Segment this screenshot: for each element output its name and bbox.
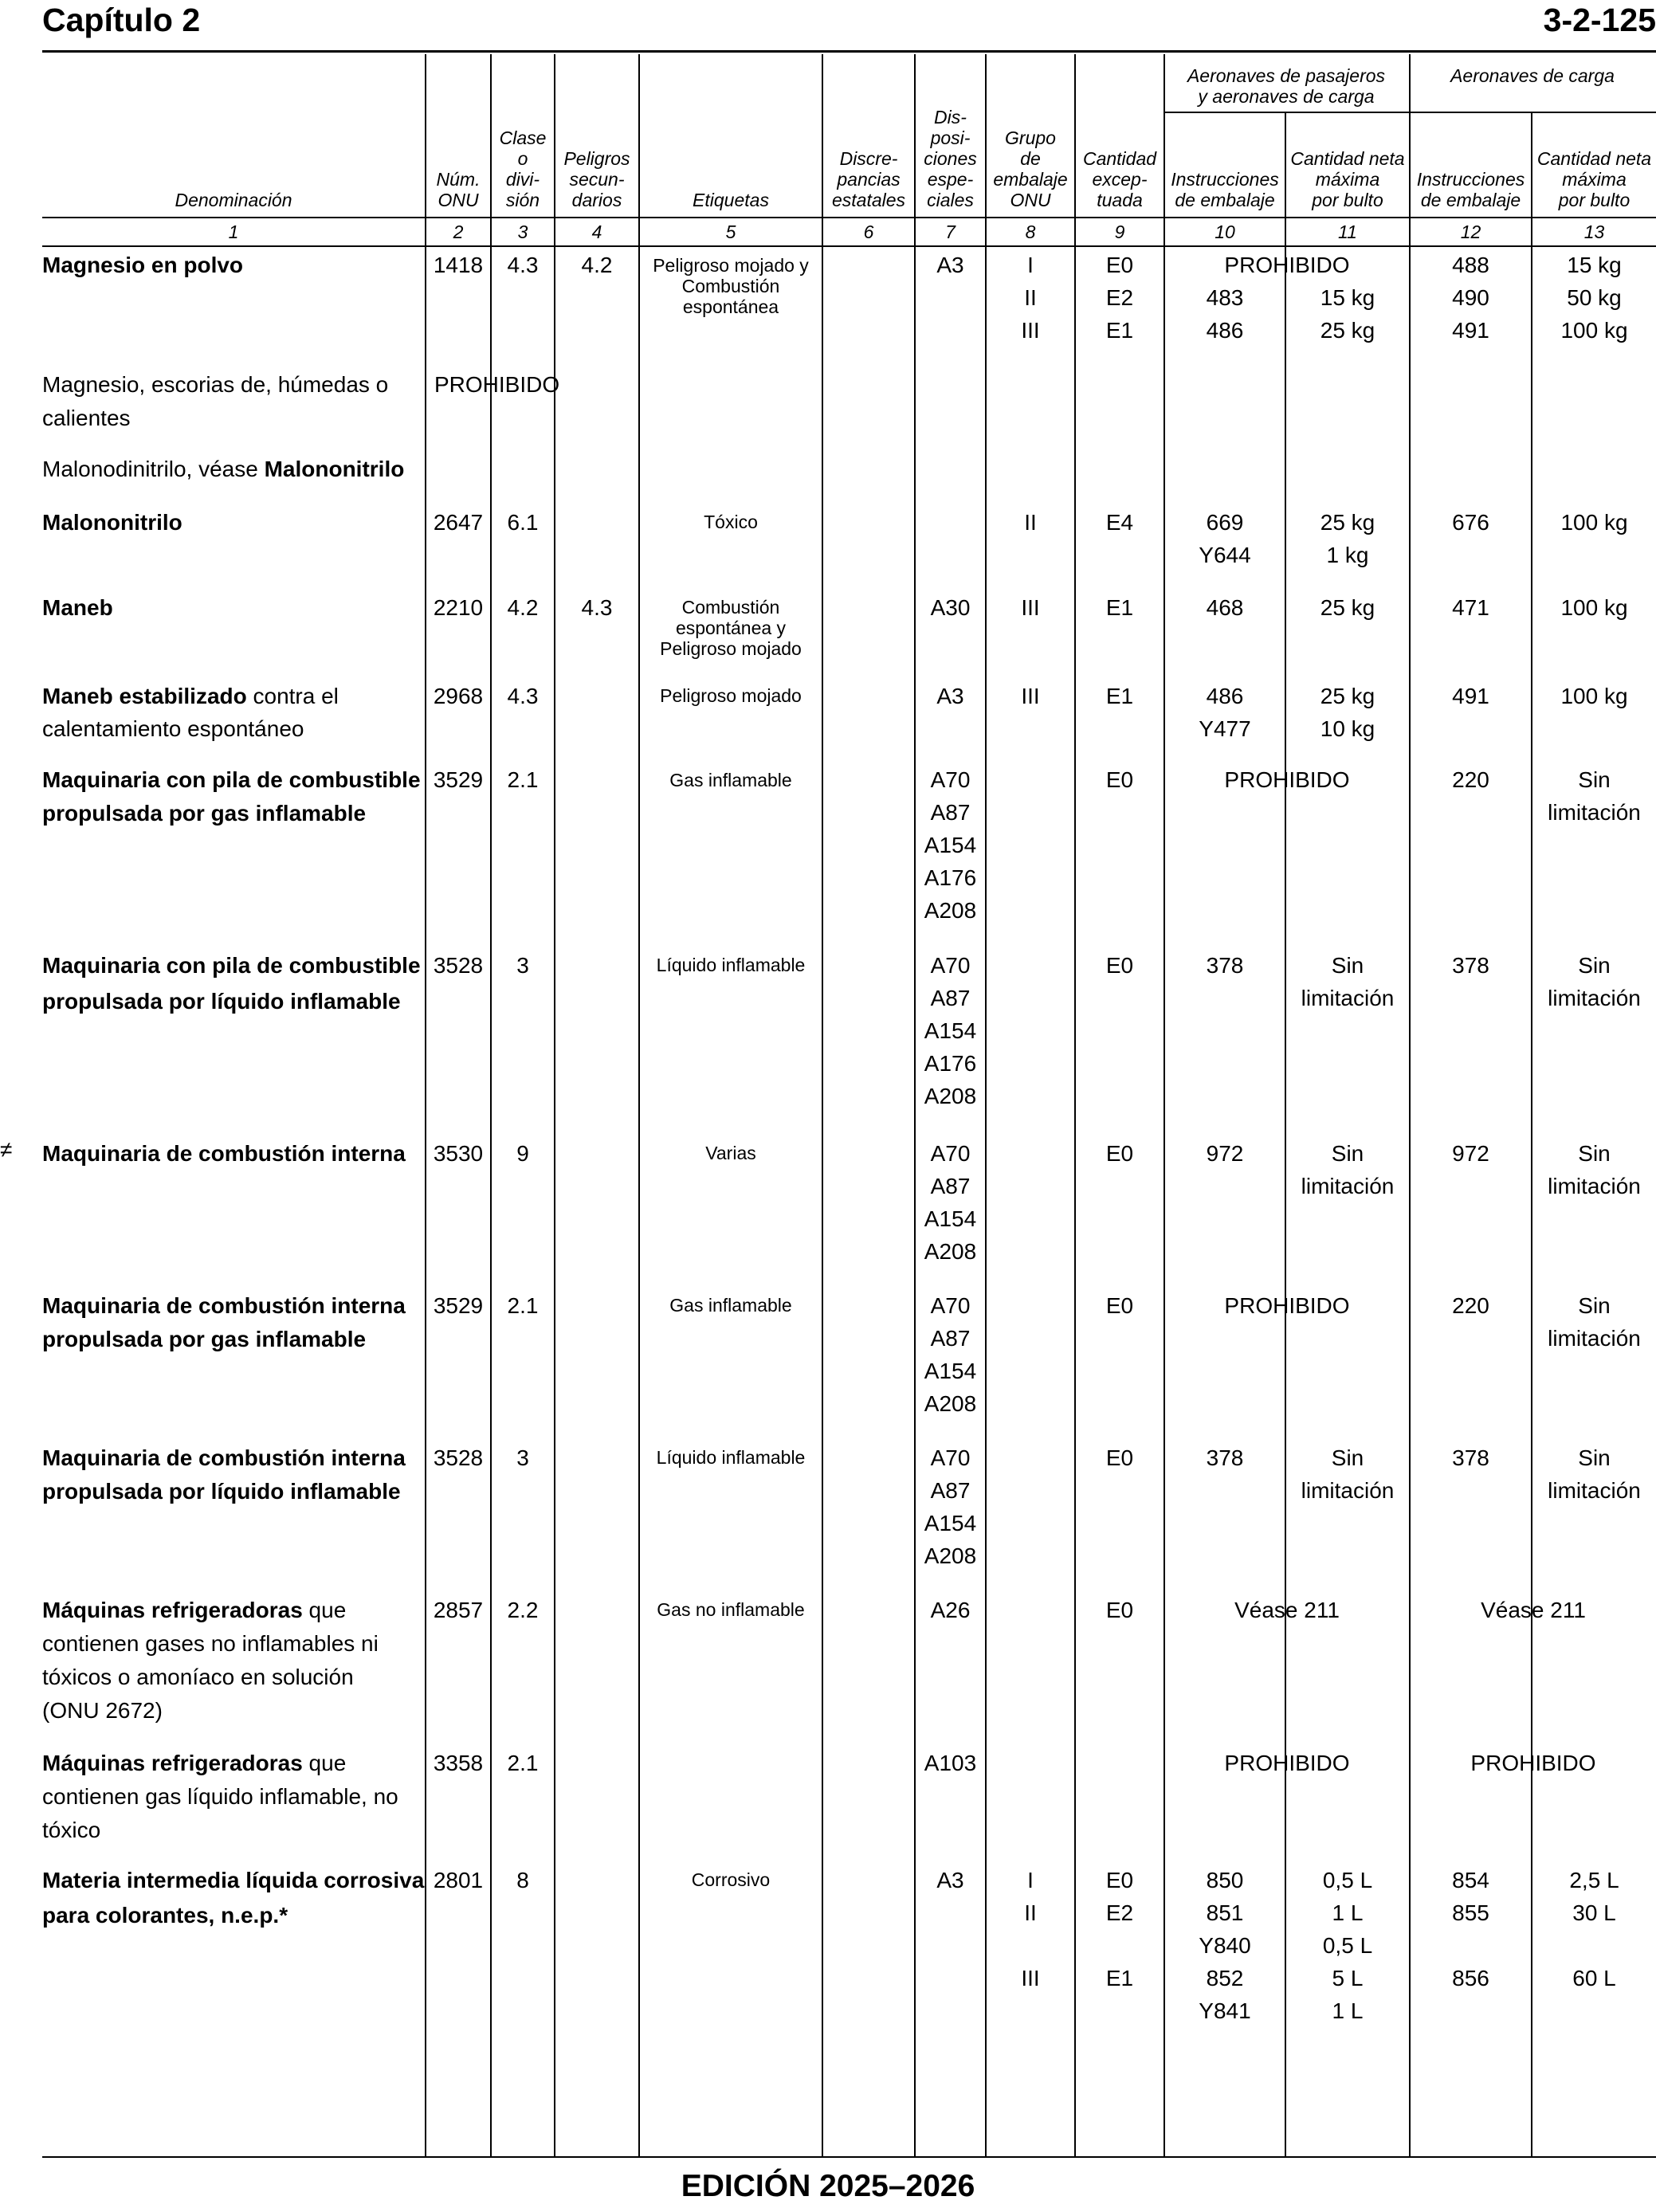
packing-instruction-cargo: 471: [1452, 595, 1489, 620]
col-header-8: Grupo de embalaje ONU: [993, 127, 1068, 210]
packing-instruction-cargo: 854 855 856: [1452, 1868, 1489, 1990]
excepted-quantity: E4: [1105, 510, 1134, 535]
substance-name-cont: calentamiento espontáneo: [42, 716, 304, 741]
substance-name-cont: propulsada por líquido inflamable: [42, 989, 401, 1014]
substance-name: Maquinaria de combustión interna: [42, 1445, 406, 1470]
substance-name-rest: que: [302, 1751, 347, 1775]
substance-name: Maneb estabilizado: [42, 684, 247, 708]
class-division: 2.2: [507, 1598, 539, 1622]
max-qty-cargo: Sin limitación: [1548, 767, 1641, 825]
forbidden-status: PROHIBIDO: [1224, 767, 1350, 792]
forbidden-status: PROHIBIDO: [434, 372, 560, 397]
forbidden-status: PROHIBIDO: [1224, 253, 1350, 277]
hazard-label: Gas inflamable: [669, 770, 792, 790]
un-number: 3358: [433, 1751, 484, 1775]
excepted-quantity: E1: [1105, 595, 1134, 620]
hazard-label: Líquido inflamable: [656, 955, 806, 975]
packing-instruction-pax: 378: [1206, 1445, 1244, 1470]
substance-name-cont: propulsada por gas inflamable: [42, 1327, 367, 1351]
substance-name-cont: para colorantes, n.e.p.*: [42, 1903, 288, 1928]
substance-name: Maneb: [42, 595, 113, 620]
class-division: 9: [516, 1141, 529, 1166]
col-number: 3: [517, 222, 528, 242]
col-number: 5: [725, 222, 736, 242]
see-target: Malononitrilo: [264, 457, 405, 481]
col-number: 1: [228, 222, 239, 242]
un-number: 2647: [433, 510, 484, 535]
packing-instruction-pax: 483 486: [1206, 285, 1244, 343]
class-division: 3: [516, 1445, 529, 1470]
col-header-4: Peligros secun- darios: [563, 148, 630, 210]
class-division: 4.2: [507, 595, 539, 620]
hazard-label: Tóxico: [704, 512, 758, 532]
special-provisions: A30: [930, 595, 971, 620]
substance-name: Maquinaria con pila de combustible: [42, 953, 421, 978]
hazard-label: Líquido inflamable: [656, 1447, 806, 1468]
special-provisions: A103: [924, 1751, 977, 1775]
substance-name: Materia intermedia líquida corrosiva: [42, 1868, 425, 1892]
special-provisions: A3: [936, 1868, 964, 1892]
class-division: 3: [516, 953, 529, 978]
footer-rule: [42, 2156, 1656, 2158]
excepted-quantity: E0: [1105, 1445, 1134, 1470]
packing-instruction-cargo: 972: [1452, 1141, 1489, 1166]
packing-instruction-cargo: 378: [1452, 953, 1489, 978]
un-number: 3529: [433, 767, 484, 792]
group-header-cargo: Aeronaves de carga: [1450, 65, 1615, 86]
max-qty-pax: 25 kg: [1320, 595, 1375, 620]
max-qty-cargo: 2,5 L 30 L 60 L: [1569, 1868, 1619, 1990]
max-qty-cargo: 15 kg 50 kg 100 kg: [1560, 253, 1628, 343]
col-number: 11: [1338, 222, 1357, 242]
header-rule: [42, 50, 1656, 53]
col-number: 10: [1215, 222, 1235, 242]
max-qty-cargo: Sin limitación: [1548, 1445, 1641, 1503]
hazard-label: Gas no inflamable: [657, 1599, 805, 1620]
col-number: 13: [1583, 222, 1605, 242]
packing-group: I II III: [1021, 253, 1040, 343]
substance-name: Maquinaria con pila de combustible: [42, 767, 421, 792]
packing-group: III: [1021, 595, 1040, 620]
excepted-quantity: E0 E2 E1: [1105, 1868, 1134, 1990]
see-reference-cargo: Véase 211: [1481, 1598, 1586, 1622]
substance-name-cont: propulsada por líquido inflamable: [42, 1479, 401, 1504]
max-qty-cargo: 100 kg: [1560, 684, 1628, 708]
col-header-11: Cantidad neta máxima por bulto: [1290, 148, 1405, 210]
hazard-label: Corrosivo: [691, 1869, 771, 1890]
excepted-quantity: E1: [1105, 684, 1134, 708]
packing-instruction-cargo: 220: [1452, 1293, 1489, 1318]
col-header-6: Discre- pancias estatales: [831, 148, 906, 210]
chapter-title: Capítulo 2: [42, 2, 201, 38]
see-reference: Malonodinitrilo, véase: [42, 457, 265, 481]
substance-name: Magnesio en polvo: [42, 253, 244, 277]
edition-footer: EDICIÓN 2025–2026: [681, 2169, 975, 2203]
special-provisions: A70 A87 A154 A208: [924, 1141, 977, 1264]
excepted-quantity: E0: [1105, 1598, 1134, 1622]
col-number: 7: [945, 222, 956, 242]
substance-name-rest: contra el: [246, 684, 339, 708]
col-header-13: Cantidad neta máxima por bulto: [1536, 148, 1652, 210]
hazard-label: Gas inflamable: [669, 1295, 792, 1316]
subsidiary-hazard: 4.2: [581, 253, 613, 277]
max-qty-pax: 25 kg 10 kg: [1320, 684, 1375, 741]
packing-instruction-pax: 850 851 Y840 852 Y841: [1199, 1868, 1251, 2023]
special-provisions: A26: [930, 1598, 971, 1622]
change-mark: ≠: [0, 1137, 13, 1162]
class-division: 2.1: [507, 1751, 539, 1775]
packing-instruction-cargo: 676: [1452, 510, 1489, 535]
substance-name: Magnesio, escorias de, húmedas o: [42, 372, 389, 397]
col-number: 4: [591, 222, 602, 242]
max-qty-pax: Sin limitación: [1301, 953, 1395, 1010]
col-header-9: Cantidad excep- tuada: [1082, 148, 1157, 210]
max-qty-cargo: Sin limitación: [1548, 1293, 1641, 1351]
class-division: 2.1: [507, 1293, 539, 1318]
un-number: 2968: [433, 684, 484, 708]
excepted-quantity: E0: [1105, 767, 1134, 792]
packing-instruction-cargo: 488 490 491: [1452, 253, 1489, 343]
forbidden-status-pax: PROHIBIDO: [1224, 1751, 1350, 1775]
packing-group: I II III: [1021, 1868, 1040, 1990]
max-qty-cargo: Sin limitación: [1548, 1141, 1641, 1198]
excepted-quantity: E0: [1105, 1141, 1134, 1166]
un-number: 3528: [433, 1445, 484, 1470]
max-qty-pax: 15 kg 25 kg: [1320, 285, 1375, 343]
special-provisions: A70 A87 A154 A208: [924, 1293, 977, 1416]
un-number: 1418: [433, 253, 484, 277]
col-number: 6: [863, 222, 874, 242]
max-qty-pax: Sin limitación: [1301, 1141, 1395, 1198]
packing-instruction-cargo: 491: [1452, 684, 1489, 708]
hazard-label: Combustión espontánea y Peligroso mojado: [660, 597, 802, 659]
col-number: 9: [1114, 222, 1125, 242]
packing-instruction-cargo: 378: [1452, 1445, 1489, 1470]
substance-name: Máquinas refrigeradoras: [42, 1598, 303, 1622]
max-qty-cargo: Sin limitación: [1548, 953, 1641, 1010]
substance-name: Maquinaria de combustión interna: [42, 1141, 406, 1166]
forbidden-status-cargo: PROHIBIDO: [1470, 1751, 1596, 1775]
packing-group: II: [1024, 510, 1037, 535]
class-division: 4.3: [507, 684, 539, 708]
packing-group: III: [1021, 684, 1040, 708]
un-number: 3529: [433, 1293, 484, 1318]
un-number: 2801: [433, 1868, 484, 1892]
un-number: 2857: [433, 1598, 484, 1622]
excepted-quantity: E0: [1105, 953, 1134, 978]
excepted-quantity: E0: [1105, 1293, 1134, 1318]
subsidiary-hazard: 4.3: [581, 595, 613, 620]
max-qty-cargo: 100 kg: [1560, 595, 1628, 620]
packing-instruction-pax: 486 Y477: [1199, 684, 1251, 741]
special-provisions: A3: [936, 253, 964, 277]
group-header-passenger: Aeronaves de pasajeros y aeronaves de carga: [1187, 65, 1386, 107]
forbidden-status: PROHIBIDO: [1224, 1293, 1350, 1318]
special-provisions: A3: [936, 684, 964, 708]
max-qty-pax: 25 kg 1 kg: [1320, 510, 1375, 567]
substance-name: Malononitrilo: [42, 510, 182, 535]
special-provisions: A70 A87 A154 A176 A208: [924, 767, 977, 923]
class-division: 2.1: [507, 767, 539, 792]
un-number: 3530: [433, 1141, 484, 1166]
class-division: 6.1: [507, 510, 539, 535]
hazard-label: Peligroso mojado y Combustión espontánea: [653, 255, 809, 317]
col-header-7: Dis- posi- ciones espe- ciales: [924, 107, 977, 210]
hazard-label: Peligroso mojado: [660, 685, 802, 706]
packing-instruction-pax: 378: [1206, 953, 1244, 978]
class-division: 8: [516, 1868, 529, 1892]
see-reference-pax: Véase 211: [1234, 1598, 1340, 1622]
substance-name-rest: que: [302, 1598, 347, 1622]
substance-name-cont: contienen gas líquido inflamable, no tóxico: [42, 1784, 398, 1842]
packing-instruction-cargo: 220: [1452, 767, 1489, 792]
col-number: 12: [1460, 222, 1481, 242]
special-provisions: A70 A87 A154 A208: [924, 1445, 977, 1568]
col-header-10: Instrucciones de embalaje: [1171, 169, 1279, 210]
packing-instruction-pax: 972: [1206, 1141, 1244, 1166]
packing-instruction-pax: 669 Y644: [1199, 510, 1251, 567]
substance-name: Máquinas refrigeradoras: [42, 1751, 303, 1775]
excepted-quantity: E0 E2 E1: [1105, 253, 1134, 343]
col-header-5: Etiquetas: [693, 190, 769, 210]
col-header-1: Denominación: [175, 190, 292, 210]
packing-instruction-pax: 468: [1206, 595, 1244, 620]
max-qty-pax: 0,5 L 1 L 0,5 L 5 L 1 L: [1322, 1868, 1373, 2023]
col-number: 2: [453, 222, 464, 242]
page-number: 3-2-125: [1543, 2, 1656, 38]
col-header-3: Clase o divi- sión: [499, 127, 547, 210]
col-header-12: Instrucciones de embalaje: [1416, 169, 1525, 210]
special-provisions: A70 A87 A154 A176 A208: [924, 953, 977, 1108]
col-number: 8: [1025, 222, 1036, 242]
max-qty-cargo: 100 kg: [1560, 510, 1628, 535]
substance-name: Maquinaria de combustión interna: [42, 1293, 406, 1318]
un-number: 2210: [433, 595, 484, 620]
hazard-label: Varias: [705, 1143, 756, 1163]
un-number: 3528: [433, 953, 484, 978]
max-qty-pax: Sin limitación: [1301, 1445, 1395, 1503]
substance-name-cont: propulsada por gas inflamable: [42, 801, 367, 826]
class-division: 4.3: [507, 253, 539, 277]
col-header-2: Núm. ONU: [436, 169, 481, 210]
substance-name-cont: calientes: [42, 406, 131, 430]
substance-name-cont: contienen gases no inflamables ni tóxicos o amoníaco en solución (ONU 2672): [42, 1631, 379, 1723]
